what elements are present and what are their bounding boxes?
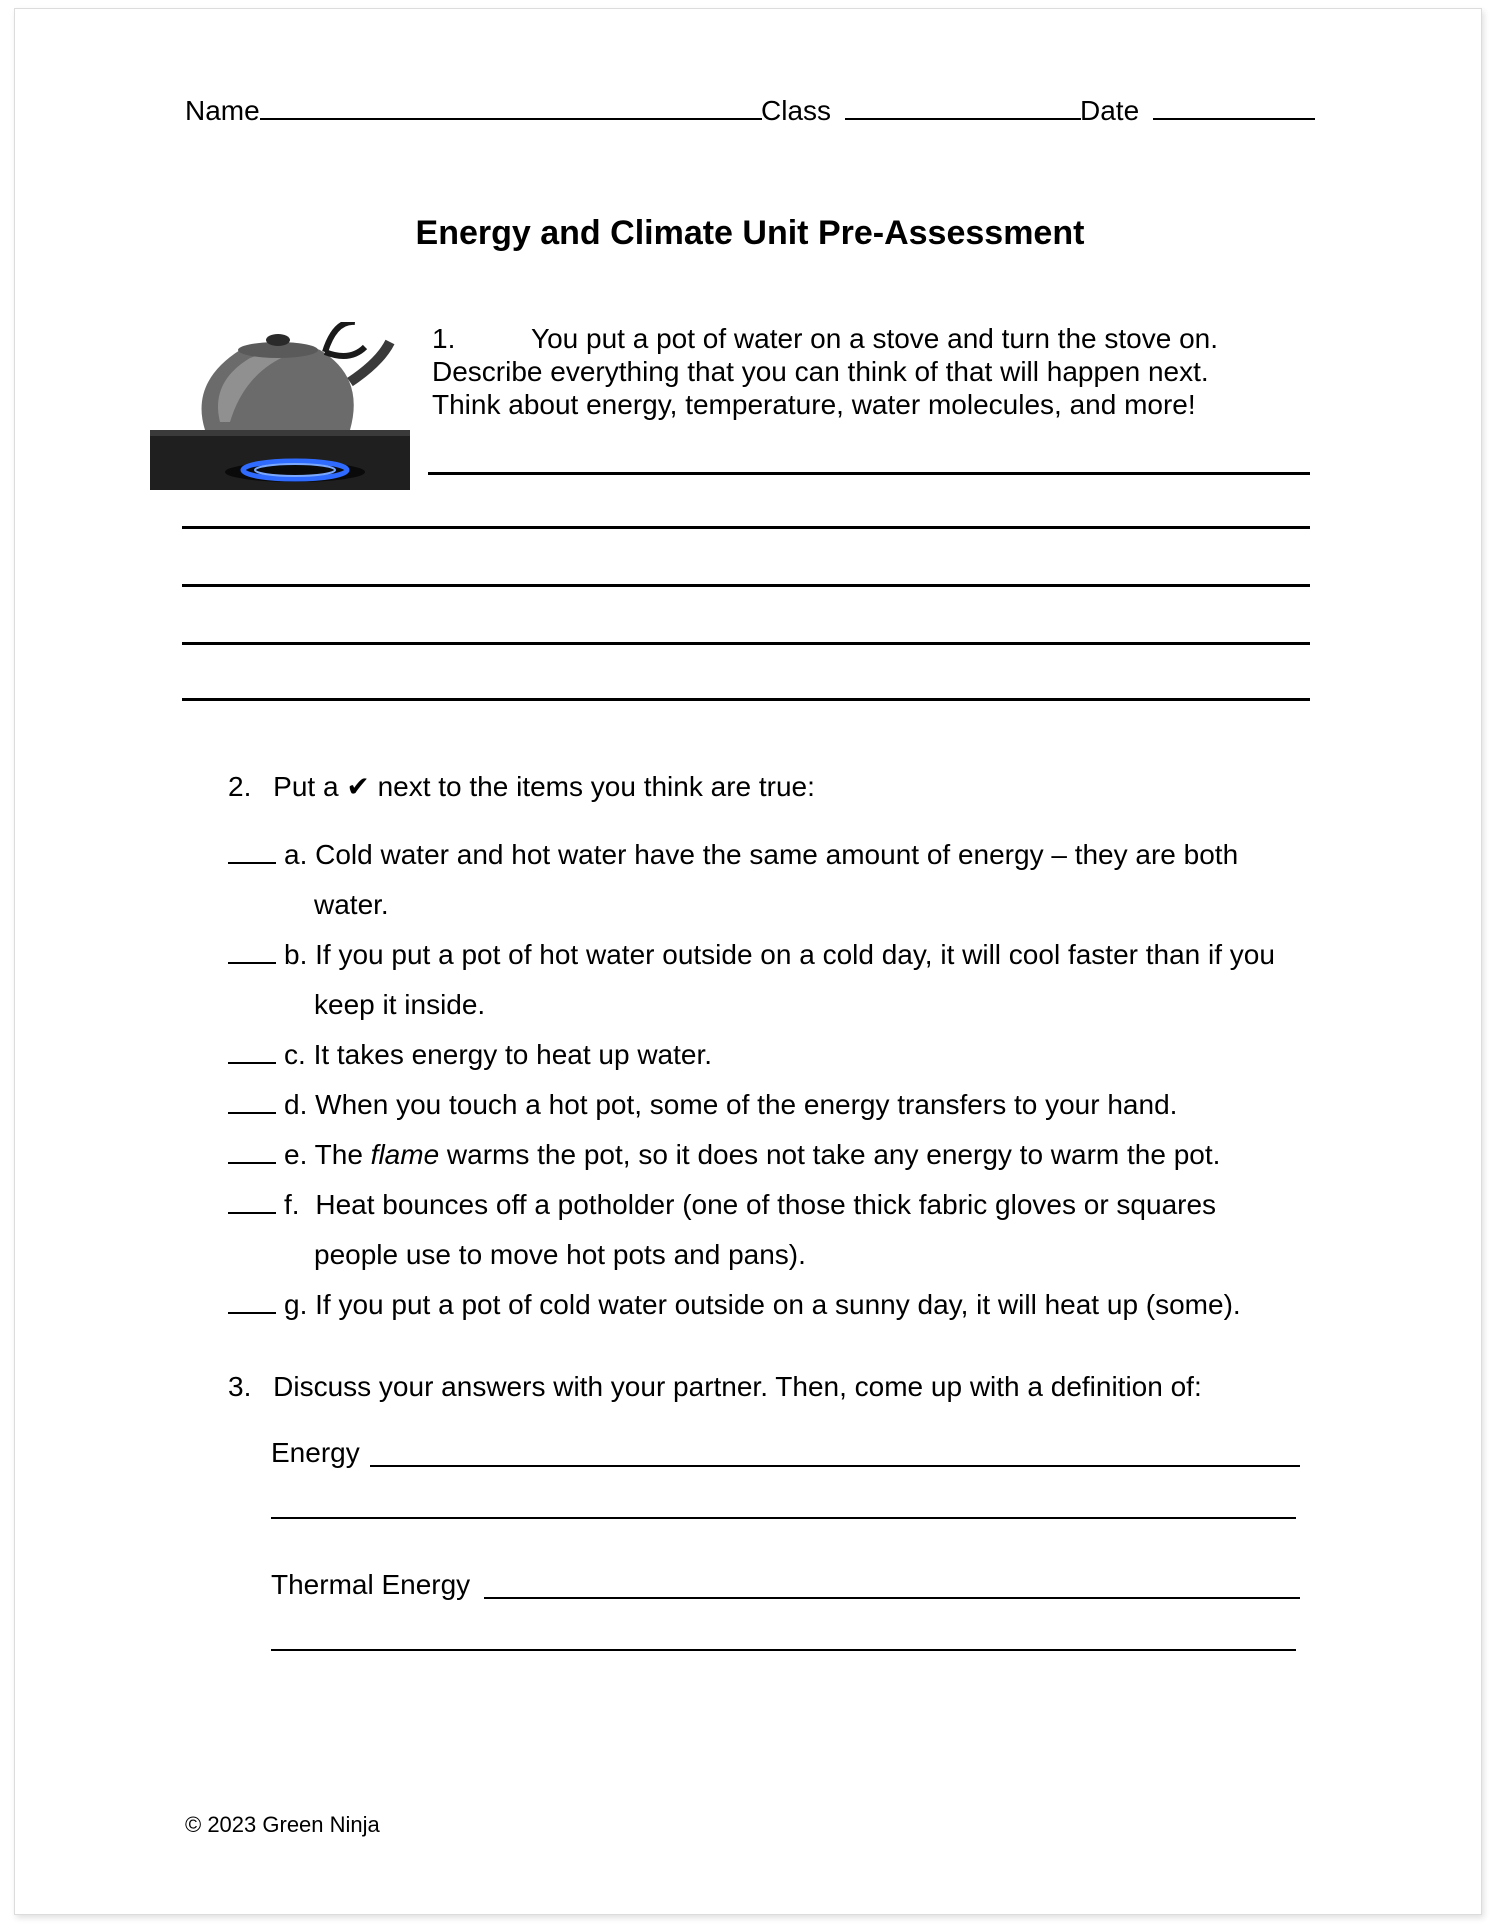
q2-item-text: Cold water and hot water have the same amount of energy – they are both (315, 839, 1239, 870)
q2-item-f-blank[interactable] (228, 1188, 276, 1214)
q2-item-d-blank[interactable] (228, 1088, 276, 1114)
name-label: Name (185, 95, 260, 126)
thermal-energy-blank-2[interactable] (271, 1649, 1296, 1651)
q2-item-letter: b. (284, 939, 308, 970)
class-label: Class (761, 95, 832, 126)
date-label: Date (1080, 95, 1140, 126)
q2-item-letter: f. (284, 1189, 300, 1220)
q3-number: 3. (228, 1371, 252, 1402)
q1-line-3: Think about energy, temperature, water molecules, and more! (432, 389, 1196, 420)
q1-answer-line-3[interactable] (182, 584, 1310, 587)
thermal-energy-blank-1[interactable] (484, 1597, 1300, 1599)
q2-item-c (228, 1038, 712, 1072)
q2-item-a-cont: water. (314, 889, 389, 920)
q2-item-letter: a. (284, 839, 308, 870)
q2-item-letter: d. (284, 1089, 308, 1120)
date-field[interactable] (1080, 92, 1315, 128)
q2-item-a-blank[interactable] (228, 838, 276, 864)
q2-prompt (228, 770, 815, 804)
page-title: Energy and Climate Unit Pre-Assessment (415, 214, 1085, 252)
q2-item-text-post: warms the pot, so it does not take any energy to warm the pot. (446, 1139, 1221, 1170)
q2-item-text: It takes energy to heat up water. (313, 1039, 713, 1070)
q2-item-e-blank[interactable] (228, 1138, 276, 1164)
q1-number: 1. (432, 323, 456, 354)
q2-item-text: When you touch a hot pot, some of the energy transfers to your hand. (315, 1089, 1178, 1120)
energy-field[interactable] (271, 1436, 360, 1470)
q2-item-g (228, 1288, 1241, 1322)
q1-answer-line-4[interactable] (182, 642, 1310, 645)
q1-answer-line-2[interactable] (182, 526, 1310, 529)
kettle-stove-image (150, 322, 410, 490)
q2-item-letter: g. (284, 1289, 308, 1320)
q2-item-b-blank[interactable] (228, 938, 276, 964)
q1-line-2: Describe everything that you can think of that will happen next. (432, 356, 1209, 387)
q2-item-text-emphasis: flame (370, 1139, 440, 1170)
q2-prompt-pre: Put a (273, 771, 339, 802)
q2-item-text: If you put a pot of hot water outside on a cold day, it will cool faster than if you (315, 939, 1275, 970)
thermal-energy-label: Thermal Energy (271, 1569, 471, 1600)
q2-item-g-blank[interactable] (228, 1288, 276, 1314)
q2-item-c-blank[interactable] (228, 1038, 276, 1064)
energy-label: Energy (271, 1437, 360, 1468)
q2-item-letter: e. (284, 1139, 308, 1170)
date-blank[interactable] (1153, 92, 1315, 120)
name-field[interactable] (185, 92, 762, 128)
q2-item-text-pre: The (314, 1139, 363, 1170)
q2-item-d (228, 1088, 1177, 1122)
energy-blank-1[interactable] (370, 1465, 1300, 1467)
thermal-energy-field[interactable] (271, 1568, 470, 1602)
q2-item-a (228, 838, 1238, 872)
q2-item-f-cont: people use to move hot pots and pans). (314, 1239, 806, 1270)
checkmark-icon: ✔ (346, 771, 370, 802)
q2-item-letter: c. (284, 1039, 306, 1070)
class-field[interactable] (761, 92, 1081, 128)
q2-item-e (228, 1138, 1220, 1172)
class-blank[interactable] (845, 92, 1081, 120)
name-blank[interactable] (260, 92, 762, 120)
q2-prompt-post: next to the items you think are true: (377, 771, 815, 802)
copyright-footer: © 2023 Green Ninja (185, 1812, 380, 1837)
q2-item-text: Heat bounces off a potholder (one of those thick fabric gloves or squares (315, 1189, 1217, 1220)
energy-blank-2[interactable] (271, 1517, 1296, 1519)
q2-item-b (228, 938, 1275, 972)
q3-prompt (228, 1370, 1202, 1404)
q1-answer-line-1[interactable] (428, 472, 1310, 475)
q2-item-b-cont: keep it inside. (314, 989, 486, 1020)
q1-line-1: You put a pot of water on a stove and turn the stove on. (531, 323, 1218, 354)
q2-number: 2. (228, 771, 252, 802)
q2-item-text: If you put a pot of cold water outside on a sunny day, it will heat up (some). (315, 1289, 1241, 1320)
q2-item-f (228, 1188, 1216, 1222)
q3-prompt-text: Discuss your answers with your partner. Then, come up with a definition of: (273, 1371, 1202, 1402)
q1-answer-line-5[interactable] (182, 698, 1310, 701)
